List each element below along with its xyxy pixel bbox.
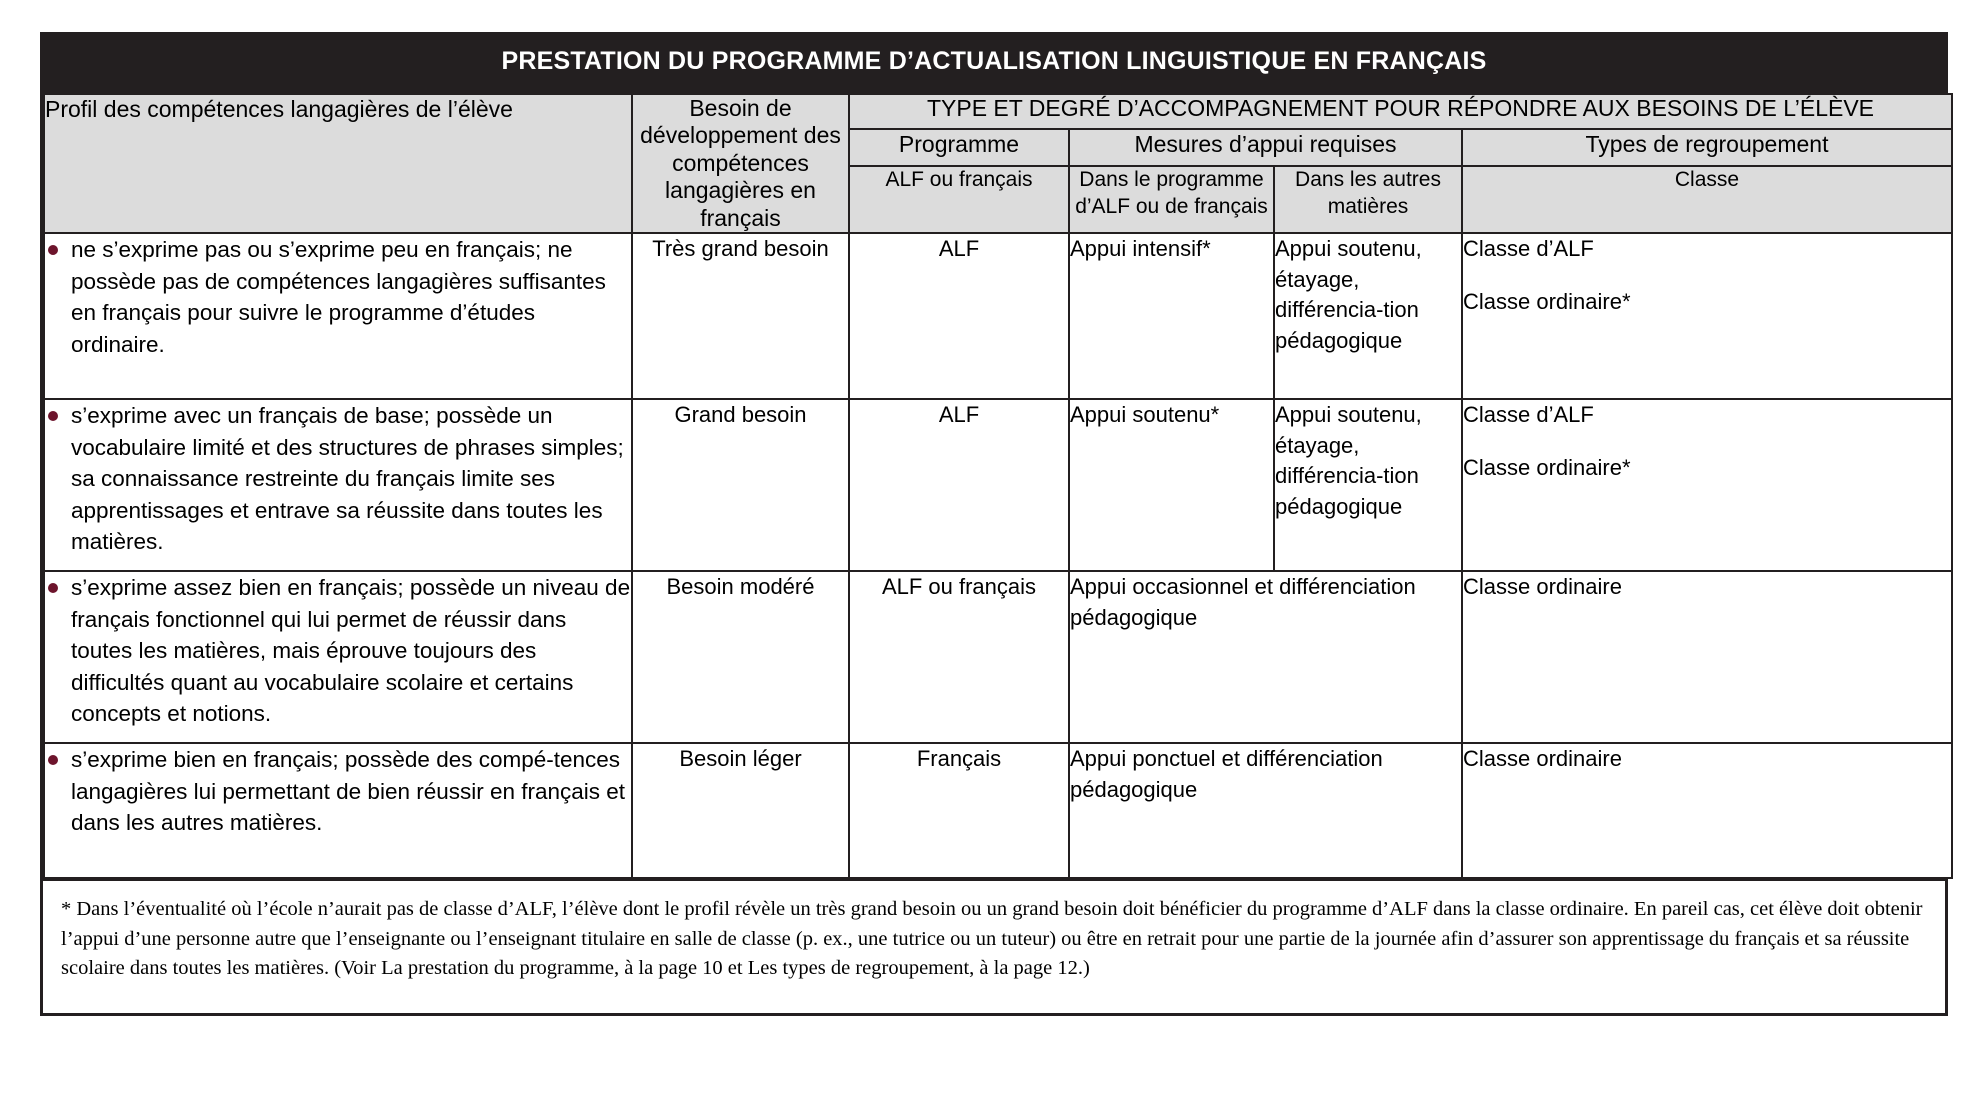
cell-need: Besoin modéré [632,571,849,743]
page-title: PRESTATION DU PROGRAMME D’ACTUALISATION LINGUISTIQUE EN FRANÇAIS [43,35,1945,93]
cell-programme: ALF [849,233,1069,399]
table-row [44,233,1952,399]
cell-regroupement [1462,399,1952,571]
bullet-icon [48,411,58,421]
column-header-profile: Profil des compétences langagières de l’élève [44,94,632,234]
cell-need: Très grand besoin [632,233,849,399]
alf-delivery-table [40,32,1948,1016]
cell-profile [44,743,632,878]
column-header-programme: Programme [849,129,1069,166]
cell-regroupement [1462,233,1952,399]
cell-measures-other: Appui soutenu, étayage, différencia-tion pédagogique [1274,399,1462,571]
regroupement-line-1: Classe d’ALF [1463,402,1594,428]
regroupement-line-1: Classe ordinaire [1463,574,1622,600]
column-header-measures: Mesures d’appui requises [1069,129,1462,166]
subheader-measures-other-subjects: Dans les autres matières [1274,166,1462,233]
bullet-icon [48,583,58,593]
cell-programme: Français [849,743,1069,878]
cell-profile [44,399,632,571]
regroupement-line-2: Classe ordinaire* [1463,454,1631,480]
profile-text: s’exprime bien en français; possède des compé-tences langagières lui permettant de bien réussir en français et dans les autres matières. [71,747,626,836]
cell-measures-other: Appui soutenu, étayage, différencia-tion pédagogique [1274,233,1462,399]
profile-text: s’exprime assez bien en français; possède un niveau de français fonctionnel qui lui permet de réussir dans toutes les matières, mais éprouve toujours des difficultés quant au vocabulaire scolaire et certains concepts et notions. [71,575,631,727]
cell-regroupement [1462,743,1952,878]
table-row [44,571,1952,743]
table-row [44,399,1952,571]
profile-text: s’exprime avec un français de base; possède un vocabulaire limité et des structures de phrases simples; sa connaissance restreinte du français limite ses apprentissages et entrave sa réussite dans toutes les matières. [71,403,624,555]
footnote: * Dans l’éventualité où l’école n’aurait pas de classe d’ALF, l’élève dont le profil révèle un très grand besoin ou un grand besoin doit bénéficier du programme d’ALF dans la classe ordinaire. En pareil cas, cet élève doit obtenir l’appui d’une personne autre que l’enseignante ou l’enseignant titulaire en salle de classe (p. ex., une tutrice ou un tuteur) ou être en retrait pour une partie de la journée afin d’assurer son apprentissage du français et sa réussite scolaire dans toutes les matières. (Voir La prestation du programme, à la page 10 et Les types de regroupement, à la page 12.) [43,879,1945,1012]
column-header-support-band: TYPE ET DEGRÉ D’ACCOMPAGNEMENT POUR RÉPONDRE AUX BESOINS DE L’ÉLÈVE [849,94,1952,130]
subheader-programme: ALF ou français [849,166,1069,233]
cell-profile [44,571,632,743]
cell-need: Besoin léger [632,743,849,878]
main-table [43,93,1953,880]
column-header-need: Besoin de développement des compétences langagières en français [632,94,849,234]
cell-measures-in: Appui soutenu* [1069,399,1274,571]
regroupement-line-1: Classe d’ALF [1463,236,1594,262]
cell-profile [44,233,632,399]
subheader-regroupement: Classe [1462,166,1952,233]
cell-programme: ALF [849,399,1069,571]
cell-measures-merged: Appui occasionnel et différenciation pédagogique [1069,571,1462,743]
cell-programme: ALF ou français [849,571,1069,743]
header-row-band [44,94,1952,130]
column-header-regroupement: Types de regroupement [1462,129,1952,166]
regroupement-line-2: Classe ordinaire* [1463,288,1631,314]
cell-measures-in: Appui intensif* [1069,233,1274,399]
table-row [44,743,1952,878]
subheader-measures-in-programme: Dans le programme d’ALF ou de français [1069,166,1274,233]
profile-text: ne s’exprime pas ou s’exprime peu en français; ne possède pas de compétences langagières suffisantes en français pour suivre le programme d’études ordinaire. [71,237,606,357]
bullet-icon [48,755,58,765]
cell-regroupement [1462,571,1952,743]
cell-need: Grand besoin [632,399,849,571]
bullet-icon [48,245,58,255]
cell-measures-merged: Appui ponctuel et différenciation pédagogique [1069,743,1462,878]
regroupement-line-1: Classe ordinaire [1463,746,1622,772]
